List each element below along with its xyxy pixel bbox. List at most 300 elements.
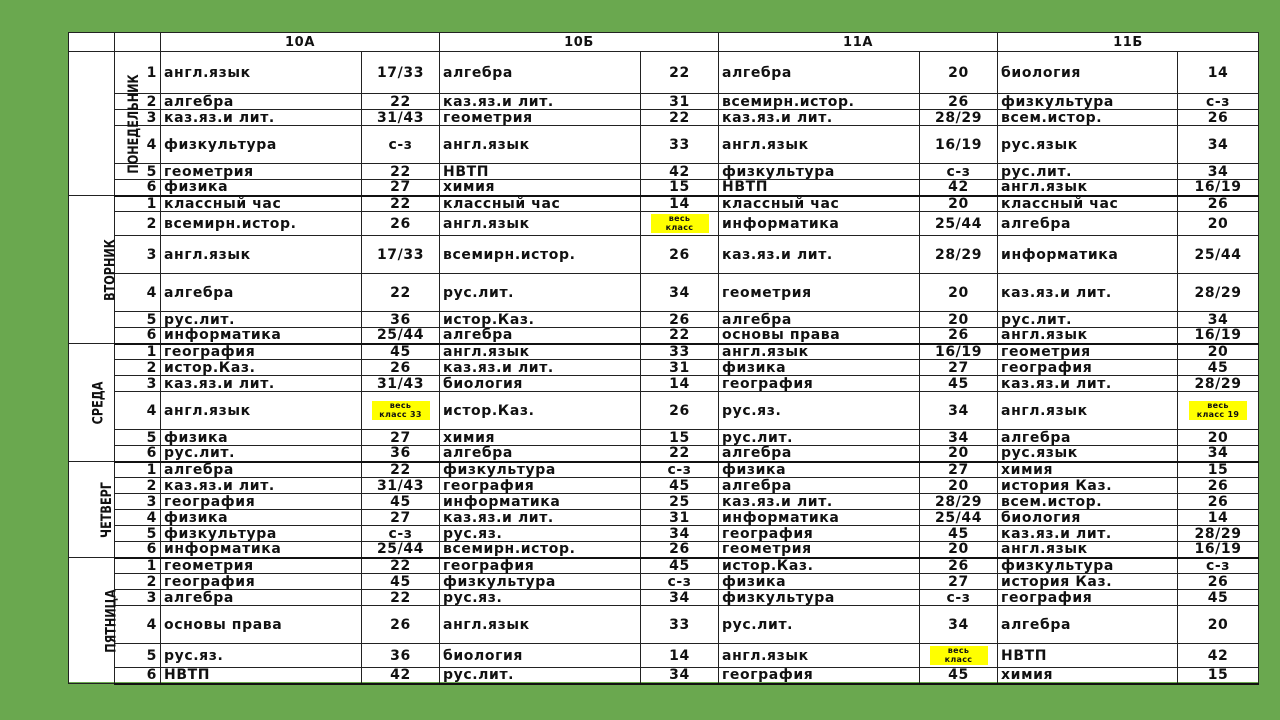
- subject-cell: геометрия: [719, 542, 920, 558]
- subject-cell: геометрия: [998, 344, 1178, 360]
- subject-cell: англ.язык: [440, 212, 641, 236]
- room-cell: 25/44: [920, 510, 998, 526]
- lesson-row: [69, 360, 1259, 376]
- room-cell: с-з: [641, 574, 719, 590]
- room-cell: 15: [641, 430, 719, 446]
- lesson-row: [69, 446, 1259, 462]
- lesson-number: 3: [115, 110, 161, 126]
- room-cell: 34: [1178, 164, 1259, 180]
- lesson-row: [69, 574, 1259, 590]
- subject-cell: всем.истор.: [998, 494, 1178, 510]
- subject-cell: классный час: [998, 196, 1178, 212]
- room-cell: 25/44: [920, 212, 998, 236]
- day-label: ПЯТНИЦА: [103, 588, 120, 653]
- room-cell: 34: [641, 668, 719, 684]
- lesson-number: 1: [115, 344, 161, 360]
- subject-cell: англ.язык: [161, 392, 362, 430]
- room-cell: 28/29: [1178, 376, 1259, 392]
- lesson-row: [69, 94, 1259, 110]
- class-header: 10А: [161, 33, 440, 52]
- room-cell: 42: [920, 180, 998, 196]
- subject-cell: каз.яз.и лит.: [440, 360, 641, 376]
- subject-cell: рус.лит.: [161, 446, 362, 462]
- room-cell: 17/33: [362, 236, 440, 274]
- room-cell: 33: [641, 344, 719, 360]
- subject-cell: география: [998, 360, 1178, 376]
- subject-cell: каз.яз.и лит.: [719, 110, 920, 126]
- subject-cell: всем.истор.: [998, 110, 1178, 126]
- subject-cell: рус.лит.: [719, 606, 920, 644]
- lesson-row: [69, 558, 1259, 574]
- class-header: 11А: [719, 33, 998, 52]
- lesson-row: [69, 526, 1259, 542]
- room-cell: 16/19: [920, 126, 998, 164]
- room-cell: 33: [641, 126, 719, 164]
- lesson-row: [69, 274, 1259, 312]
- subject-cell: англ.язык: [998, 392, 1178, 430]
- day-label-cell: [69, 558, 120, 684]
- subject-cell: НВТП: [719, 180, 920, 196]
- room-cell: 36: [362, 446, 440, 462]
- subject-cell: физкультура: [998, 94, 1178, 110]
- lesson-row: [69, 510, 1259, 526]
- room-cell: 26: [362, 360, 440, 376]
- subject-cell: каз.яз.и лит.: [719, 236, 920, 274]
- room-cell: 20: [1178, 212, 1259, 236]
- subject-cell: геометрия: [440, 110, 641, 126]
- room-cell: 31/43: [362, 376, 440, 392]
- lesson-row: [69, 344, 1259, 360]
- subject-cell: рус.язык: [998, 126, 1178, 164]
- lesson-number: 6: [115, 668, 161, 684]
- subject-cell: всемирн.истор.: [440, 236, 641, 274]
- timetable-sheet: [68, 32, 1258, 682]
- subject-cell: биология: [998, 510, 1178, 526]
- room-cell: 20: [920, 542, 998, 558]
- room-cell: 15: [1178, 462, 1259, 478]
- subject-cell: англ.язык: [161, 52, 362, 94]
- subject-cell: алгебра: [998, 430, 1178, 446]
- room-cell: 26: [920, 328, 998, 344]
- room-cell: 31: [641, 510, 719, 526]
- subject-cell: алгебра: [440, 328, 641, 344]
- room-cell: 26: [1178, 110, 1259, 126]
- subject-cell: алгебра: [440, 52, 641, 94]
- room-cell: 42: [362, 668, 440, 684]
- subject-cell: физкультура: [161, 126, 362, 164]
- subject-cell: химия: [440, 180, 641, 196]
- subject-cell: химия: [440, 430, 641, 446]
- lesson-number: 1: [115, 196, 161, 212]
- subject-cell: география: [440, 478, 641, 494]
- lesson-row: [69, 430, 1259, 446]
- room-cell: 22: [641, 110, 719, 126]
- room-cell: 45: [362, 574, 440, 590]
- day-label-cell: [69, 462, 115, 558]
- lesson-number: 6: [115, 542, 161, 558]
- subject-cell: англ.язык: [998, 328, 1178, 344]
- subject-cell: англ.язык: [440, 126, 641, 164]
- room-cell: 16/19: [1178, 542, 1259, 558]
- subject-cell: алгебра: [719, 52, 920, 94]
- room-cell: 26: [641, 236, 719, 274]
- lesson-number: 4: [115, 126, 161, 164]
- subject-cell: классный час: [719, 196, 920, 212]
- subject-cell: истор.Каз.: [161, 360, 362, 376]
- lesson-row: [69, 164, 1259, 180]
- room-cell: 16/19: [1178, 328, 1259, 344]
- timetable-body: [69, 33, 1259, 684]
- room-cell: с-з: [920, 164, 998, 180]
- room-cell: 45: [362, 344, 440, 360]
- whole-class-badge: весь класс: [930, 646, 988, 666]
- lesson-number: 5: [115, 164, 161, 180]
- room-cell: 22: [362, 590, 440, 606]
- subject-cell: физкультура: [440, 462, 641, 478]
- room-cell: 27: [362, 180, 440, 196]
- subject-cell: алгебра: [998, 212, 1178, 236]
- room-cell: 26: [920, 558, 998, 574]
- whole-class-badge: весь класс 33: [372, 401, 430, 421]
- subject-cell: англ.язык: [719, 344, 920, 360]
- room-cell: 31/43: [362, 478, 440, 494]
- subject-cell: рус.лит.: [440, 274, 641, 312]
- lesson-number: 2: [115, 574, 161, 590]
- room-highlight-cell: [920, 644, 998, 668]
- lesson-row: [69, 462, 1259, 478]
- room-cell: 20: [1178, 606, 1259, 644]
- room-cell: 20: [1178, 430, 1259, 446]
- subject-cell: алгебра: [161, 274, 362, 312]
- subject-cell: физика: [719, 462, 920, 478]
- lesson-row: [69, 590, 1259, 606]
- room-cell: 28/29: [920, 494, 998, 510]
- subject-cell: каз.яз.и лит.: [161, 376, 362, 392]
- class-header: 11Б: [998, 33, 1259, 52]
- room-cell: 45: [641, 478, 719, 494]
- subject-cell: рус.лит.: [440, 668, 641, 684]
- subject-cell: физика: [161, 510, 362, 526]
- subject-cell: алгебра: [161, 462, 362, 478]
- subject-cell: химия: [998, 462, 1178, 478]
- subject-cell: биология: [998, 52, 1178, 94]
- room-cell: 15: [641, 180, 719, 196]
- subject-cell: англ.язык: [998, 542, 1178, 558]
- room-cell: 31: [641, 360, 719, 376]
- subject-cell: физика: [719, 360, 920, 376]
- subject-cell: физкультура: [440, 574, 641, 590]
- subject-cell: каз.яз.и лит.: [998, 526, 1178, 542]
- lesson-number: 2: [115, 360, 161, 376]
- subject-cell: рус.яз.: [719, 392, 920, 430]
- subject-cell: география: [440, 558, 641, 574]
- room-cell: 25/44: [1178, 236, 1259, 274]
- room-cell: 28/29: [1178, 274, 1259, 312]
- room-cell: 34: [920, 430, 998, 446]
- subject-cell: классный час: [440, 196, 641, 212]
- subject-cell: рус.яз.: [440, 526, 641, 542]
- lesson-row: [69, 668, 1259, 684]
- room-cell: 20: [920, 312, 998, 328]
- room-cell: 16/19: [920, 344, 998, 360]
- room-cell: 27: [920, 574, 998, 590]
- subject-cell: НВТП: [440, 164, 641, 180]
- subject-cell: основы права: [161, 606, 362, 644]
- lesson-row: [69, 52, 1259, 94]
- subject-cell: каз.яз.и лит.: [440, 510, 641, 526]
- room-cell: 45: [920, 668, 998, 684]
- subject-cell: физика: [719, 574, 920, 590]
- class-header: 10Б: [440, 33, 719, 52]
- lesson-row: [69, 392, 1259, 430]
- lesson-row: [69, 126, 1259, 164]
- room-cell: 27: [362, 430, 440, 446]
- subject-cell: каз.яз.и лит.: [161, 110, 362, 126]
- room-cell: 26: [1178, 574, 1259, 590]
- subject-cell: информатика: [161, 328, 362, 344]
- lesson-number: 4: [115, 392, 161, 430]
- subject-cell: география: [719, 668, 920, 684]
- subject-cell: англ.язык: [161, 236, 362, 274]
- day-label-cell: [69, 344, 115, 462]
- subject-cell: физика: [161, 180, 362, 196]
- room-cell: 20: [920, 274, 998, 312]
- lesson-number: 4: [115, 606, 161, 644]
- lesson-number: 3: [115, 494, 161, 510]
- room-cell: с-з: [362, 126, 440, 164]
- subject-cell: истор.Каз.: [719, 558, 920, 574]
- room-highlight-cell: [1178, 392, 1259, 430]
- subject-cell: рус.яз.: [161, 644, 362, 668]
- room-cell: 14: [1178, 510, 1259, 526]
- room-cell: 17/33: [362, 52, 440, 94]
- lesson-row: [69, 542, 1259, 558]
- subject-cell: истор.Каз.: [440, 392, 641, 430]
- lesson-number: 3: [115, 376, 161, 392]
- room-cell: 15: [1178, 668, 1259, 684]
- subject-cell: алгебра: [719, 478, 920, 494]
- lesson-number: 5: [115, 526, 161, 542]
- subject-cell: информатика: [440, 494, 641, 510]
- lesson-number: 2: [115, 478, 161, 494]
- header-corner: [69, 33, 115, 52]
- room-cell: 26: [641, 312, 719, 328]
- subject-cell: основы права: [719, 328, 920, 344]
- room-highlight-cell: [362, 392, 440, 430]
- lesson-number: 2: [115, 94, 161, 110]
- subject-cell: география: [161, 574, 362, 590]
- room-cell: 28/29: [920, 236, 998, 274]
- room-cell: 26: [641, 392, 719, 430]
- subject-cell: информатика: [719, 212, 920, 236]
- room-cell: 33: [641, 606, 719, 644]
- lesson-row: [69, 312, 1259, 328]
- room-cell: 16/19: [1178, 180, 1259, 196]
- room-cell: с-з: [1178, 94, 1259, 110]
- room-cell: 14: [641, 644, 719, 668]
- subject-cell: геометрия: [161, 558, 362, 574]
- room-cell: 31/43: [362, 110, 440, 126]
- room-cell: 42: [641, 164, 719, 180]
- lesson-number: 3: [115, 236, 161, 274]
- day-label-cell: [69, 52, 143, 196]
- subject-cell: англ.язык: [440, 606, 641, 644]
- lesson-number: 1: [115, 558, 161, 574]
- room-cell: 45: [641, 558, 719, 574]
- subject-cell: биология: [440, 644, 641, 668]
- room-cell: 25/44: [362, 328, 440, 344]
- subject-cell: геометрия: [161, 164, 362, 180]
- room-cell: 20: [920, 196, 998, 212]
- room-cell: 20: [920, 478, 998, 494]
- room-cell: 31: [641, 94, 719, 110]
- subject-cell: каз.яз.и лит.: [998, 274, 1178, 312]
- room-cell: 26: [1178, 494, 1259, 510]
- day-label-cell: [69, 196, 119, 344]
- room-cell: 45: [920, 526, 998, 542]
- lesson-number: 5: [115, 312, 161, 328]
- room-cell: 22: [362, 558, 440, 574]
- subject-cell: география: [719, 526, 920, 542]
- subject-cell: информатика: [998, 236, 1178, 274]
- subject-cell: физкультура: [719, 590, 920, 606]
- room-cell: 22: [362, 164, 440, 180]
- timetable: [68, 32, 1259, 685]
- room-cell: 45: [362, 494, 440, 510]
- room-cell: 34: [1178, 126, 1259, 164]
- room-cell: с-з: [641, 462, 719, 478]
- room-cell: 22: [641, 446, 719, 462]
- subject-cell: алгебра: [161, 590, 362, 606]
- room-cell: 14: [641, 196, 719, 212]
- lesson-number: 4: [115, 510, 161, 526]
- subject-cell: англ.язык: [998, 180, 1178, 196]
- room-cell: 26: [362, 606, 440, 644]
- subject-cell: каз.яз.и лит.: [719, 494, 920, 510]
- room-cell: с-з: [362, 526, 440, 542]
- subject-cell: информатика: [161, 542, 362, 558]
- day-label: ВТОРНИК: [102, 238, 119, 301]
- subject-cell: физкультура: [998, 558, 1178, 574]
- subject-cell: всемирн.истор.: [719, 94, 920, 110]
- room-cell: 42: [1178, 644, 1259, 668]
- lesson-number: 1: [115, 52, 161, 94]
- subject-cell: каз.яз.и лит.: [998, 376, 1178, 392]
- room-cell: 20: [920, 446, 998, 462]
- room-cell: 25: [641, 494, 719, 510]
- lesson-number: 1: [115, 462, 161, 478]
- lesson-row: [69, 644, 1259, 668]
- room-cell: 22: [641, 328, 719, 344]
- subject-cell: история Каз.: [998, 574, 1178, 590]
- whole-class-badge: весь класс 19: [1189, 401, 1247, 421]
- subject-cell: геометрия: [719, 274, 920, 312]
- header-row: [69, 33, 1259, 52]
- room-cell: 34: [1178, 446, 1259, 462]
- room-cell: 45: [1178, 360, 1259, 376]
- room-cell: 27: [920, 360, 998, 376]
- room-cell: 25/44: [362, 542, 440, 558]
- lesson-row: [69, 212, 1259, 236]
- subject-cell: рус.язык: [998, 446, 1178, 462]
- subject-cell: география: [998, 590, 1178, 606]
- subject-cell: физкультура: [719, 164, 920, 180]
- lesson-row: [69, 196, 1259, 212]
- room-cell: 22: [362, 94, 440, 110]
- subject-cell: алгебра: [719, 312, 920, 328]
- lesson-number: 2: [115, 212, 161, 236]
- subject-cell: рус.лит.: [719, 430, 920, 446]
- lesson-row: [69, 236, 1259, 274]
- room-cell: 22: [641, 52, 719, 94]
- room-cell: 36: [362, 312, 440, 328]
- subject-cell: информатика: [719, 510, 920, 526]
- room-cell: 27: [920, 462, 998, 478]
- lesson-row: [69, 606, 1259, 644]
- room-cell: 36: [362, 644, 440, 668]
- day-label: ЧЕТВЕРГ: [98, 481, 115, 538]
- lesson-number: 5: [115, 430, 161, 446]
- room-cell: 14: [641, 376, 719, 392]
- subject-cell: классный час: [161, 196, 362, 212]
- room-cell: с-з: [1178, 558, 1259, 574]
- subject-cell: рус.лит.: [998, 312, 1178, 328]
- lesson-row: [69, 478, 1259, 494]
- room-cell: 28/29: [1178, 526, 1259, 542]
- room-cell: 28/29: [920, 110, 998, 126]
- lesson-number: 5: [115, 644, 161, 668]
- lesson-number: 3: [115, 590, 161, 606]
- room-cell: 27: [362, 510, 440, 526]
- room-cell: 34: [920, 392, 998, 430]
- room-cell: 45: [920, 376, 998, 392]
- subject-cell: география: [719, 376, 920, 392]
- whole-class-badge: весь класс: [651, 214, 709, 234]
- lesson-row: [69, 110, 1259, 126]
- subject-cell: география: [161, 494, 362, 510]
- subject-cell: физика: [161, 430, 362, 446]
- day-label: ПОНЕДЕЛЬНИК: [126, 73, 143, 174]
- room-cell: 20: [920, 52, 998, 94]
- subject-cell: каз.яз.и лит.: [161, 478, 362, 494]
- subject-cell: англ.язык: [440, 344, 641, 360]
- subject-cell: биология: [440, 376, 641, 392]
- room-cell: 22: [362, 196, 440, 212]
- subject-cell: каз.яз.и лит.: [440, 94, 641, 110]
- subject-cell: алгебра: [719, 446, 920, 462]
- lesson-number: 6: [115, 446, 161, 462]
- room-cell: 26: [641, 542, 719, 558]
- subject-cell: география: [161, 344, 362, 360]
- room-cell: 34: [641, 526, 719, 542]
- room-cell: 26: [362, 212, 440, 236]
- subject-cell: алгебра: [998, 606, 1178, 644]
- day-label: СРЕДА: [90, 381, 107, 424]
- room-cell: 34: [1178, 312, 1259, 328]
- room-cell: 34: [641, 590, 719, 606]
- room-cell: 26: [1178, 478, 1259, 494]
- subject-cell: рус.яз.: [440, 590, 641, 606]
- subject-cell: рус.лит.: [161, 312, 362, 328]
- lesson-number: 6: [115, 328, 161, 344]
- subject-cell: всемирн.истор.: [440, 542, 641, 558]
- subject-cell: история Каз.: [998, 478, 1178, 494]
- header-corner-num: [115, 33, 161, 52]
- room-cell: 14: [1178, 52, 1259, 94]
- lesson-number: 4: [115, 274, 161, 312]
- subject-cell: НВТП: [998, 644, 1178, 668]
- room-cell: 22: [362, 462, 440, 478]
